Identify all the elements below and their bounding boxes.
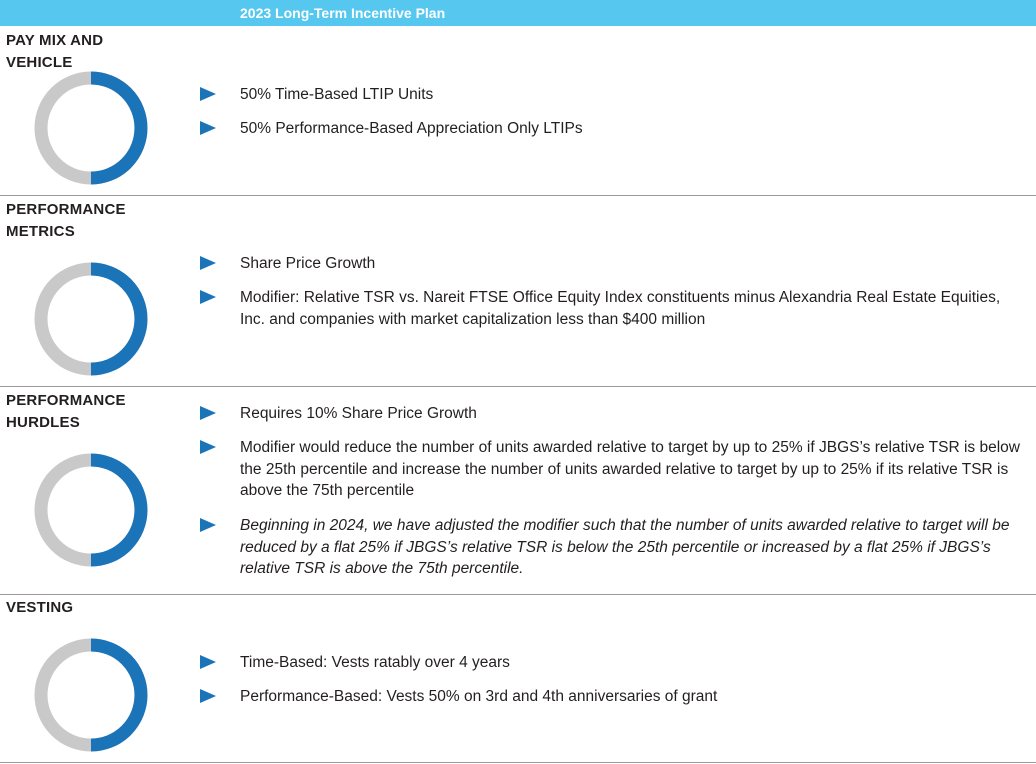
section-title-vesting: VESTING xyxy=(6,599,74,616)
donut-chart-pay-mix xyxy=(34,71,148,185)
bullet-arrow-icon xyxy=(200,689,216,703)
list-item-note: Beginning in 2024, we have adjusted the modifier such that the number of units awarded relative to target will be reduced by a flat 25% if JBGS’s relative TSR is below the 25th percentile or increased by a flat 25% if JBGS’s relative TSR is above the 75th percentile. xyxy=(240,517,1010,577)
donut-arc-blue xyxy=(91,460,141,560)
section-title-pay-mix: PAY MIX AND VEHICLE xyxy=(6,32,104,71)
donut-arc-blue xyxy=(91,78,141,178)
bullet-arrow-icon xyxy=(200,518,216,532)
list-item: Time-Based: Vests ratably over 4 years xyxy=(240,654,510,671)
bullet-arrow-icon xyxy=(200,256,216,270)
section-divider xyxy=(0,762,1036,763)
donut-chart-performance-hurdles xyxy=(34,453,148,567)
header-bar xyxy=(0,0,1036,26)
donut-chart-performance-metrics xyxy=(34,262,148,376)
donut-arc-blue xyxy=(91,269,141,369)
section-divider xyxy=(0,386,1036,387)
bullet-arrow-icon xyxy=(200,290,216,304)
donut-chart-vesting xyxy=(34,638,148,752)
list-item: 50% Performance-Based Appreciation Only LTIPs xyxy=(240,120,583,137)
bullet-arrow-icon xyxy=(200,87,216,101)
page-title: 2023 Long-Term Incentive Plan xyxy=(240,5,446,21)
bullet-arrow-icon xyxy=(200,440,216,454)
list-item: Modifier: Relative TSR vs. Nareit FTSE Office Equity Index constituents minus Alexandria Real Estate Equities, Inc. and companies with market capitalization less than $400 million xyxy=(240,289,1001,328)
list-item: 50% Time-Based LTIP Units xyxy=(240,86,434,103)
bullet-arrow-icon xyxy=(200,406,216,420)
donut-arc-blue xyxy=(91,645,141,745)
list-item: Modifier would reduce the number of units awarded relative to target by up to 25% if JBGS’s relative TSR is below the 25th percentile and increase the number of units awarded relative to target by up to 25% if its relative TSR is above the 75th percentile xyxy=(240,439,1020,499)
section-title-performance-hurdles: PERFORMANCE HURDLES xyxy=(6,392,126,431)
bullet-arrow-icon xyxy=(200,655,216,669)
section-title-performance-metrics: PERFORMANCE METRICS xyxy=(6,201,126,240)
bullet-arrow-icon xyxy=(200,121,216,135)
section-divider xyxy=(0,594,1036,595)
list-item: Performance-Based: Vests 50% on 3rd and 4th anniversaries of grant xyxy=(240,688,718,705)
list-item: Share Price Growth xyxy=(240,255,376,272)
list-item: Requires 10% Share Price Growth xyxy=(240,405,477,422)
section-divider xyxy=(0,195,1036,196)
